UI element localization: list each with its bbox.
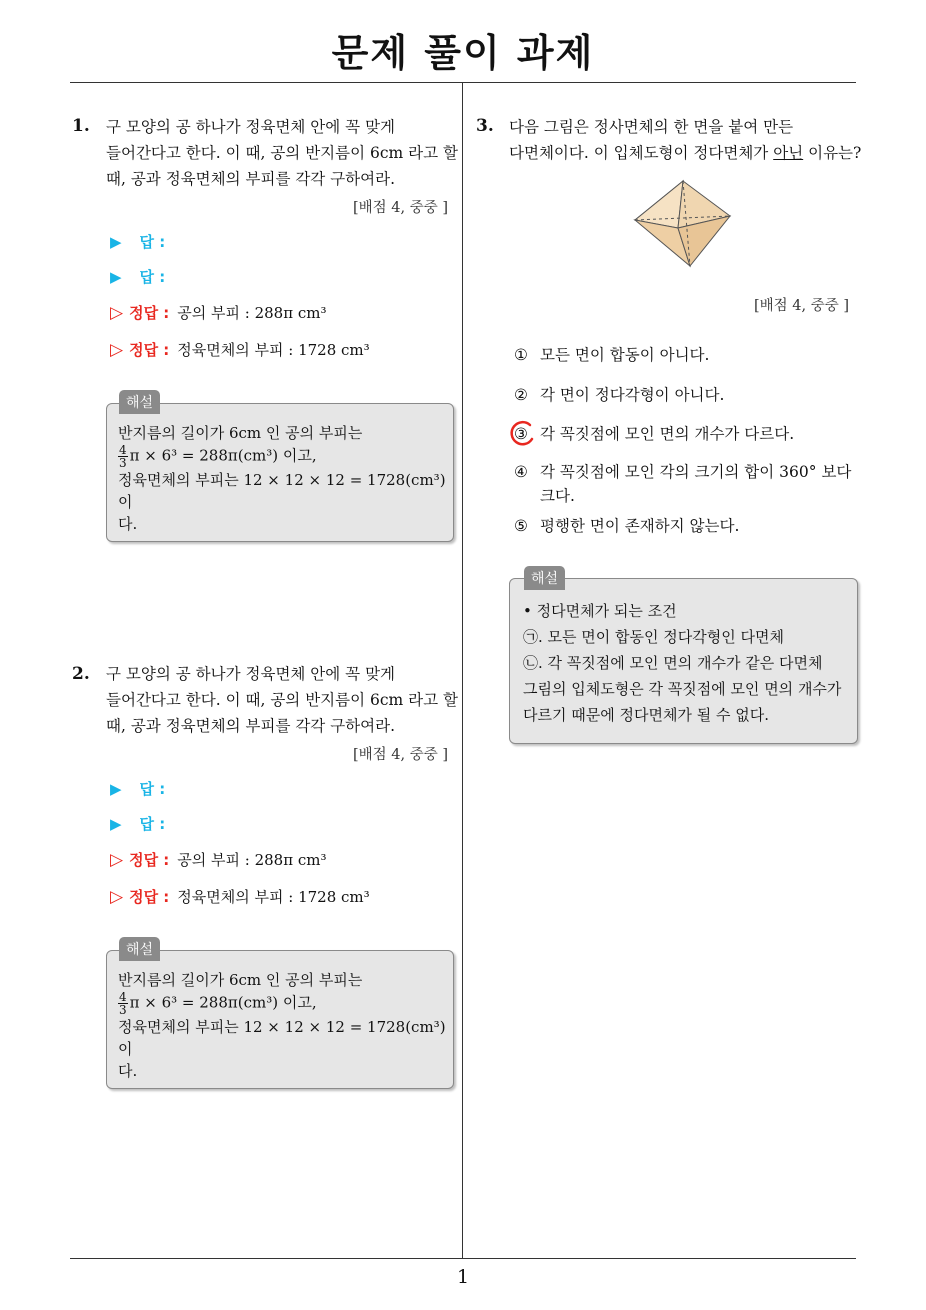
answer-input-1[interactable] xyxy=(110,231,165,252)
answer-label: 답 : xyxy=(139,233,166,251)
choice-text: 모든 면이 합동이 아니다. xyxy=(540,346,710,364)
explanation-tag: 해설 xyxy=(119,390,160,414)
explanation-line: • 정다면체가 되는 조건 xyxy=(523,602,677,620)
choice-mark: ④ xyxy=(514,463,528,481)
answer-label: 답 : xyxy=(139,780,166,798)
choice-mark: ③ xyxy=(514,425,528,443)
choice-2[interactable] xyxy=(514,383,724,407)
choice-mark: ⑤ xyxy=(514,517,528,535)
problem-line: 구 모양의 공 하나가 정육면체 안에 꼭 맞게 xyxy=(106,665,396,683)
play-arrow-icon: ▶ xyxy=(110,814,122,833)
selected-answer-circle-icon xyxy=(506,419,536,449)
problem-text xyxy=(106,661,458,739)
choice-1[interactable] xyxy=(514,343,709,367)
explanation-line: 다. xyxy=(118,1062,138,1080)
choice-text: 평행한 면이 존재하지 않는다. xyxy=(540,517,740,535)
choice-3[interactable] xyxy=(514,422,794,446)
problem-line: 다음 그림은 정사면체의 한 면을 붙여 만든 xyxy=(509,118,794,136)
explanation-line: 정육면체의 부피는 12 × 12 × 12 = 1728(cm³) 이 xyxy=(118,471,446,511)
play-arrow-icon: ▶ xyxy=(110,779,122,798)
correct-answer-row xyxy=(110,339,370,360)
choice-mark: ② xyxy=(514,386,528,404)
explanation-line: 그림의 입체도형은 각 꼭짓점에 모인 면의 개수가 xyxy=(523,680,842,698)
open-triangle-icon: ▷ xyxy=(110,339,124,360)
correct-answer-row xyxy=(110,302,327,323)
explanation-line: ㉠. 모든 면이 합동인 정다각형인 다면체 xyxy=(523,628,784,646)
problem-text xyxy=(509,114,861,166)
explanation-tag: 해설 xyxy=(119,937,160,961)
page-number: 1 xyxy=(456,1266,470,1288)
explanation-formula: $\frac{4}{3}$ π × 6³ = 288π(cm³) 이고, xyxy=(119,990,317,1017)
answer-input-2[interactable] xyxy=(110,813,165,834)
choice-text: 각 면이 정다각형이 아니다. xyxy=(540,386,725,404)
problem-line: 때, 공과 정육면체의 부피를 각각 구하여라. xyxy=(106,717,396,735)
problem-number: 2. xyxy=(72,664,90,684)
explanation-text xyxy=(523,598,851,728)
explanation-line: 반지름의 길이가 6cm 인 공의 부피는 xyxy=(118,971,363,989)
explanation-line: 반지름의 길이가 6cm 인 공의 부피는 xyxy=(118,424,363,442)
problem-line: 들어간다고 한다. 이 때, 공의 반지름이 6cm 라고 할 xyxy=(106,691,459,709)
problem-line: 다면체이다. 이 입체도형이 정다면체가 아닌 이유는? xyxy=(509,144,862,162)
open-triangle-icon: ▷ xyxy=(110,886,124,907)
correct-label: 정답 : xyxy=(129,341,170,359)
answer-input-1[interactable] xyxy=(110,778,165,799)
emphasized-word: 아닌 xyxy=(773,144,804,162)
problem-text xyxy=(106,114,458,192)
explanation-line: ㉡. 각 꼭짓점에 모인 면의 개수가 같은 다면체 xyxy=(523,654,823,672)
fraction: $\frac{4}{3}$ xyxy=(119,443,127,470)
correct-answer-row xyxy=(110,886,370,907)
explanation-line: 정육면체의 부피는 12 × 12 × 12 = 1728(cm³) 이 xyxy=(118,1018,446,1058)
answer-input-2[interactable] xyxy=(110,266,165,287)
answer-label: 답 : xyxy=(139,815,166,833)
explanation-tag: 해설 xyxy=(524,566,565,590)
problem-line: 때, 공과 정육면체의 부피를 각각 구하여라. xyxy=(106,170,396,188)
answer-label: 답 : xyxy=(139,268,166,286)
footer-rule xyxy=(70,1258,856,1259)
choice-text-continued: 크다. xyxy=(540,487,575,505)
problem-number: 1. xyxy=(72,116,90,136)
correct-value: 공의 부피 : 288π cm³ xyxy=(177,851,327,869)
fraction: $\frac{4}{3}$ xyxy=(119,990,127,1017)
problem-line: 구 모양의 공 하나가 정육면체 안에 꼭 맞게 xyxy=(106,118,396,136)
problem-number: 3. xyxy=(476,116,494,136)
header-rule xyxy=(70,82,856,83)
correct-value: 정육면체의 부피 : 1728 cm³ xyxy=(177,888,370,906)
correct-value: 정육면체의 부피 : 1728 cm³ xyxy=(177,341,370,359)
choice-5[interactable] xyxy=(514,514,739,538)
choice-mark: ① xyxy=(514,346,528,364)
page-title: 문제 풀이 과제 xyxy=(331,31,595,75)
points-label: [배점 4, 중중 ] xyxy=(353,200,449,216)
correct-value: 공의 부피 : 288π cm³ xyxy=(177,304,327,322)
points-label: [배점 4, 중중 ] xyxy=(754,298,850,314)
correct-label: 정답 : xyxy=(129,888,170,906)
choice-text: 각 꼭짓점에 모인 면의 개수가 다르다. xyxy=(540,425,795,443)
problem-line: 들어간다고 한다. 이 때, 공의 반지름이 6cm 라고 할 xyxy=(106,144,459,162)
points-label: [배점 4, 중중 ] xyxy=(353,747,449,763)
explanation-line: 다르기 때문에 정다면체가 될 수 없다. xyxy=(523,706,769,724)
correct-answer-row xyxy=(110,849,327,870)
explanation-formula: $\frac{4}{3}$ π × 6³ = 288π(cm³) 이고, xyxy=(119,443,317,470)
open-triangle-icon: ▷ xyxy=(110,302,124,323)
correct-label: 정답 : xyxy=(129,304,170,322)
explanation-text xyxy=(118,422,446,535)
play-arrow-icon: ▶ xyxy=(110,232,122,251)
correct-label: 정답 : xyxy=(129,851,170,869)
open-triangle-icon: ▷ xyxy=(110,849,124,870)
choice-4[interactable] xyxy=(514,460,851,508)
explanation-line: 다. xyxy=(118,515,138,533)
choice-text: 각 꼭짓점에 모인 각의 크기의 합이 360° 보다 xyxy=(540,463,852,481)
explanation-text xyxy=(118,969,446,1082)
column-divider xyxy=(462,83,463,1258)
play-arrow-icon: ▶ xyxy=(110,267,122,286)
polyhedron-figure xyxy=(632,178,736,270)
